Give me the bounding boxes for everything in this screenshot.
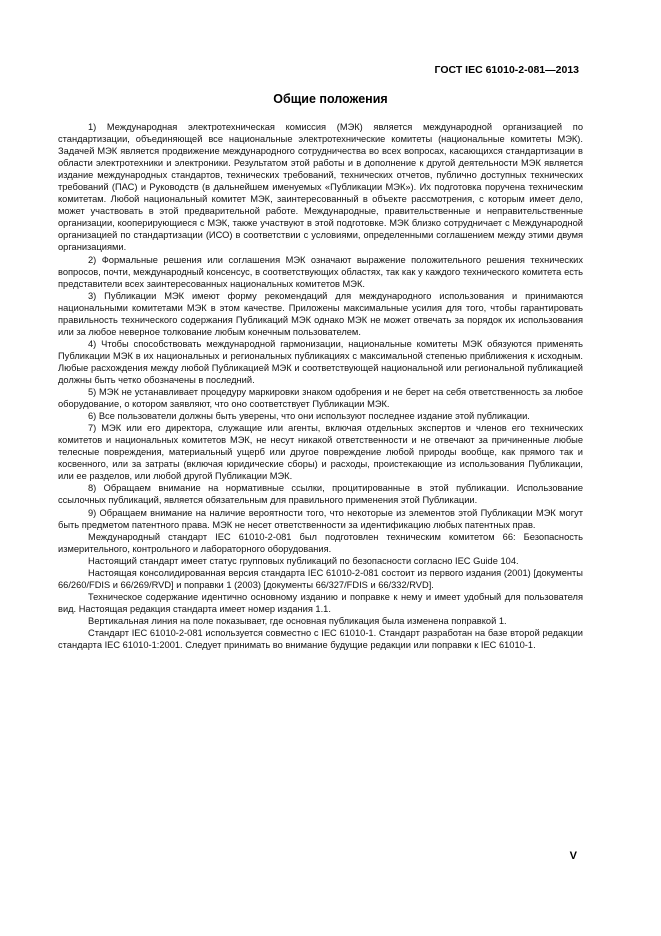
paragraph: 3) Публикации МЭК имеют форму рекомендаций для международного использования и принимаются национальными комитетами МЭК в этом качестве. Приложены максимальные усилия для того, чтобы гарантировать правильность технического содержания Публикаций МЭК однако МЭК не может отвечать за порядок их использования или за любое неверное толкование любым конечным пользователем. — [58, 290, 583, 337]
paragraph: 2) Формальные решения или соглашения МЭК означают выражение положительного решения технических вопросов, почти, международный консенсус, в соответствующих областях, так как у каждого технического комитета есть представители всех заинтересованных национальных комитетов МЭК. — [58, 254, 583, 289]
paragraph: 5) МЭК не устанавливает процедуру маркировки знаком одобрения и не берет на себя ответственность за любое оборудование, о котором заявляют, что оно соответствует Публикации МЭК. — [58, 387, 583, 410]
paragraph: Стандарт IEC 61010-2-081 используется совместно с IEC 61010-1. Стандарт разработан на базе второй редакции стандарта IEC 61010-1:2001. Следует принимать во внимание будущие редакции или поправки к IEC 61010-1. — [58, 627, 583, 651]
paragraph: Международный стандарт IEC 61010-2-081 был подготовлен техническим комитетом 66: Безопасность измерительного, контрольного и лабораторного оборудования. — [58, 531, 583, 554]
paragraph: Вертикальная линия на поле показывает, где основная публикация была изменена поправкой 1. — [88, 615, 507, 626]
paragraph: 7) МЭК или его директора, служащие или агенты, включая отдельных экспертов и членов его технических комитетов и национальных комитетов МЭК, не несут никакой ответственности и не отвечают за причиненные любые телесные повреждения, материальный ущерб или другое повреждение любой природы вообще, как прямого так и косвенного, или за затраты (включая юридические сборы) и расходы, проистекающие из использования Публикации, или ее разделов, или любой другой Публикации МЭК. — [58, 423, 583, 482]
paragraph: 8) Обращаем внимание на нормативные ссылки, процитированные в этой публикации. Использование ссылочных публикаций, является обязательным для правильного применения этой Публикации. — [58, 483, 583, 506]
page-number: V — [569, 850, 577, 862]
paragraph: Настоящий стандарт имеет статус групповых публикаций по безопасности согласно IEC Guide 104. — [88, 555, 519, 566]
paragraph: 6) Все пользователи должны быть уверены, что они используют последнее издание этой публикации. — [88, 411, 530, 422]
standard-designation: ГОСТ IEC 61010-2-081—2013 — [434, 64, 579, 76]
paragraph: Техническое содержание идентично основному изданию и поправке к нему и имеет удобный для пользователя вид. Настоящая редакция стандарта имеет номер издания 1.1. — [58, 591, 583, 614]
paragraph: 1) Международная электротехническая комиссия (МЭК) является международной организацией по стандартизации, объединяющей все национальные электротехнические комитеты (национальные комитеты МЭК). Задачей МЭК является продвижение международного сотрудничества во всех вопросах, касающихся стандартизации в области электротехники и электроники. Результатом этой работы и в дополнение к другой деятельности МЭК является издание международных стандартов, технических требований, технических отчетов, публично доступных технических требований (ПАС) и Руководств (в дальнейшем именуемых «Публикации МЭК»). Их подготовка поручена техническим комитетам. Любой национальный комитет МЭК, заинтересованный в объекте рассмотрения, с которым имеет дело, может участвовать в этой предварительной работе. Международные, правительственные и неправительственные организации, кооперирующиеся с МЭК, также участвуют в этой подготовке. МЭК близко сотрудничает с Международной организацией по стандартизации (ИСО) в соответствии с условиями, определенными соглашением между этими двумя организациями. — [58, 122, 583, 253]
paragraph: Настоящая консолидированная версия стандарта IEC 61010-2-081 состоит из первого издания (2001) [документы 66/260/FDIS и 66/269/RVD] и поправки 1 (2003) [документы 66/327/FDIS и 66/332/RVD]. — [58, 567, 583, 590]
paragraph: 4) Чтобы способствовать международной гармонизации, национальные комитеты МЭК обязуются применять Публикации МЭК в их национальных и региональных публикациях с максимальной степенью приближения к исходным. Любые расхождения между любой Публикацией МЭК и соответствующей национальной или региональной публикацией должны быть четко обозначены в последний. — [58, 338, 583, 385]
section-title: Общие положения — [273, 92, 388, 106]
paragraph: 9) Обращаем внимание на наличие вероятности того, что некоторые из элементов этой Публикации МЭК могут быть предметом патентного права. МЭК не несет ответственности за идентификацию любых патентных прав. — [58, 507, 583, 530]
document-body — [58, 121, 583, 651]
